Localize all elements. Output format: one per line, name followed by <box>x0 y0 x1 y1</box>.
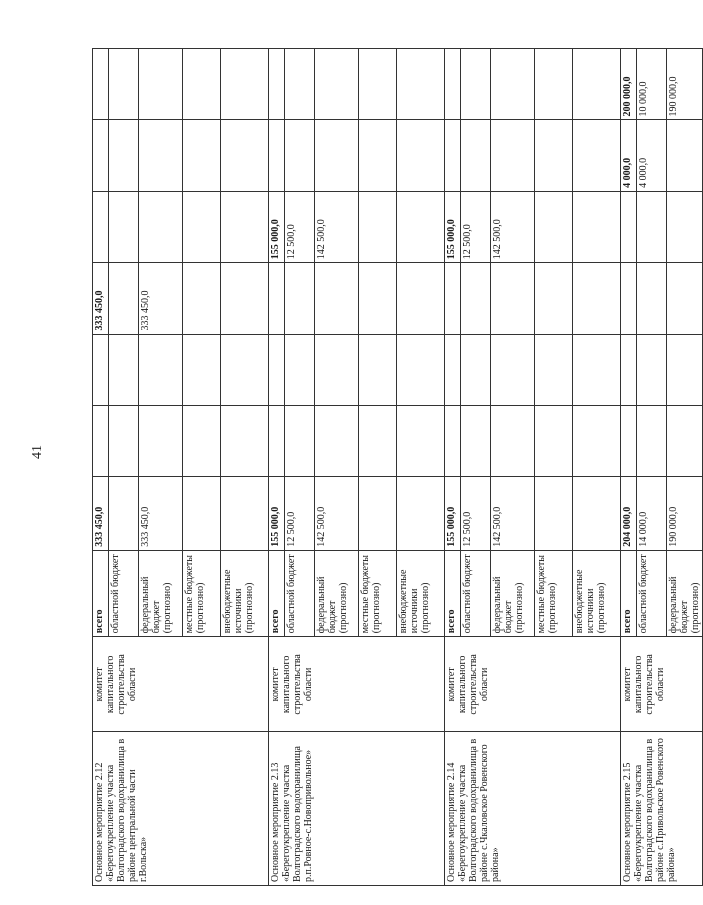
value-cell <box>359 191 397 262</box>
value-cell <box>573 49 621 120</box>
value-cell <box>535 263 573 334</box>
value-cell <box>621 263 637 334</box>
value-cell: 155 000,0 <box>269 191 285 262</box>
value-cell <box>183 477 221 551</box>
value-cell <box>359 120 397 191</box>
budget-table <box>92 48 703 886</box>
value-cell: 142 500,0 <box>315 191 359 262</box>
funding-source-cell: внебюджетные источники (прогнозно) <box>397 550 445 637</box>
value-cell <box>667 405 703 476</box>
value-cell <box>573 263 621 334</box>
funding-source-cell: всего <box>445 550 461 637</box>
value-cell <box>535 477 573 551</box>
value-cell <box>139 49 183 120</box>
activity-cell: Основное мероприятие 2.12 «Берегоукрепление участка Волгоградского водохранилища в районе центральной части г.Вольска» <box>93 732 269 886</box>
value-cell <box>183 120 221 191</box>
executor-cell: комитет капитального строительства области <box>445 637 621 732</box>
value-cell <box>93 191 109 262</box>
value-cell: 190 000,0 <box>667 49 703 120</box>
page-number: 41 <box>30 445 45 459</box>
value-cell: 333 450,0 <box>139 477 183 551</box>
value-cell <box>621 191 637 262</box>
value-cell <box>397 191 445 262</box>
value-cell <box>93 120 109 191</box>
funding-source-cell: федеральный бюджет (прогнозно) <box>667 550 703 637</box>
value-cell: 333 450,0 <box>93 477 109 551</box>
value-cell <box>667 120 703 191</box>
funding-source-cell: всего <box>93 550 109 637</box>
funding-source-cell: всего <box>621 550 637 637</box>
value-cell <box>285 405 315 476</box>
value-cell <box>109 49 139 120</box>
value-cell: 142 500,0 <box>491 191 535 262</box>
value-cell <box>315 263 359 334</box>
value-cell <box>397 334 445 405</box>
funding-source-cell: внебюджетные источники (прогнозно) <box>573 550 621 637</box>
value-cell <box>221 49 269 120</box>
funding-source-cell: федеральный бюджет (прогнозно) <box>139 550 183 637</box>
table-row <box>93 49 109 886</box>
value-cell <box>573 334 621 405</box>
value-cell <box>535 405 573 476</box>
value-cell <box>315 120 359 191</box>
funding-source-cell: федеральный бюджет (прогнозно) <box>315 550 359 637</box>
value-cell: 142 500,0 <box>491 477 535 551</box>
funding-source-cell: местные бюджеты (прогнозно) <box>535 550 573 637</box>
value-cell <box>491 49 535 120</box>
value-cell <box>359 263 397 334</box>
funding-source-cell: областной бюджет <box>461 550 491 637</box>
funding-source-cell: федеральный бюджет (прогнозно) <box>491 550 535 637</box>
value-cell <box>109 191 139 262</box>
value-cell <box>397 477 445 551</box>
value-cell: 155 000,0 <box>445 191 461 262</box>
funding-source-cell: областной бюджет <box>285 550 315 637</box>
value-cell <box>535 191 573 262</box>
value-cell <box>269 49 285 120</box>
value-cell <box>637 191 667 262</box>
value-cell <box>461 120 491 191</box>
activity-cell: Основное мероприятие 2.14 «Берегоукрепление участка Волгоградского водохранилища в районе с.Чкаловское Ровенского района» <box>445 732 621 886</box>
value-cell <box>535 120 573 191</box>
rotated-table-container <box>92 48 701 886</box>
table-row <box>621 49 637 886</box>
value-cell: 4 000,0 <box>621 120 637 191</box>
value-cell <box>183 49 221 120</box>
value-cell <box>359 49 397 120</box>
value-cell <box>183 191 221 262</box>
value-cell <box>285 49 315 120</box>
executor-cell: комитет капитального строительства области <box>269 637 445 732</box>
value-cell <box>397 120 445 191</box>
value-cell <box>269 120 285 191</box>
value-cell: 12 500,0 <box>285 477 315 551</box>
value-cell <box>445 120 461 191</box>
value-cell <box>109 405 139 476</box>
value-cell <box>667 334 703 405</box>
executor-cell: комитет капитального строительства области <box>93 637 269 732</box>
value-cell <box>315 334 359 405</box>
value-cell <box>535 49 573 120</box>
value-cell <box>221 477 269 551</box>
value-cell <box>637 334 667 405</box>
table-row <box>269 49 285 886</box>
funding-source-cell: местные бюджеты (прогнозно) <box>183 550 221 637</box>
value-cell <box>491 263 535 334</box>
value-cell <box>667 263 703 334</box>
funding-source-cell: внебюджетные источники (прогнозно) <box>221 550 269 637</box>
value-cell <box>445 49 461 120</box>
value-cell <box>445 334 461 405</box>
activity-cell: Основное мероприятие 2.13 «Берегоукрепление участка Волгоградского водохранилища р.п.Ровное-с.Новопривольное» <box>269 732 445 886</box>
value-cell <box>221 405 269 476</box>
funding-source-cell: местные бюджеты (прогнозно) <box>359 550 397 637</box>
value-cell <box>461 49 491 120</box>
value-cell: 155 000,0 <box>269 477 285 551</box>
value-cell <box>269 405 285 476</box>
value-cell <box>109 334 139 405</box>
funding-source-cell: всего <box>269 550 285 637</box>
value-cell <box>139 120 183 191</box>
value-cell <box>109 120 139 191</box>
value-cell <box>139 334 183 405</box>
value-cell <box>491 405 535 476</box>
value-cell: 333 450,0 <box>93 263 109 334</box>
value-cell <box>93 49 109 120</box>
value-cell: 200 000,0 <box>621 49 637 120</box>
executor-cell: комитет капитального строительства области <box>621 637 703 732</box>
value-cell: 142 500,0 <box>315 477 359 551</box>
value-cell <box>315 49 359 120</box>
value-cell <box>637 263 667 334</box>
value-cell <box>139 191 183 262</box>
value-cell: 12 500,0 <box>285 191 315 262</box>
value-cell <box>183 263 221 334</box>
value-cell <box>109 477 139 551</box>
funding-source-cell: областной бюджет <box>637 550 667 637</box>
value-cell <box>183 405 221 476</box>
value-cell <box>359 405 397 476</box>
value-cell <box>359 477 397 551</box>
value-cell: 204 000,0 <box>621 477 637 551</box>
value-cell <box>637 405 667 476</box>
value-cell <box>445 405 461 476</box>
budget-table-sheet <box>92 48 701 886</box>
funding-source-cell: областной бюджет <box>109 550 139 637</box>
value-cell <box>221 334 269 405</box>
value-cell <box>93 334 109 405</box>
value-cell <box>285 120 315 191</box>
value-cell <box>109 263 139 334</box>
value-cell <box>221 120 269 191</box>
value-cell: 12 500,0 <box>461 477 491 551</box>
value-cell <box>445 263 461 334</box>
value-cell <box>573 477 621 551</box>
value-cell <box>285 334 315 405</box>
value-cell <box>397 405 445 476</box>
value-cell <box>621 334 637 405</box>
value-cell: 155 000,0 <box>445 477 461 551</box>
value-cell <box>221 263 269 334</box>
value-cell <box>461 263 491 334</box>
value-cell <box>461 334 491 405</box>
value-cell <box>573 405 621 476</box>
value-cell <box>93 405 109 476</box>
value-cell <box>285 263 315 334</box>
value-cell <box>535 334 573 405</box>
value-cell <box>621 405 637 476</box>
value-cell <box>667 191 703 262</box>
value-cell <box>397 49 445 120</box>
value-cell <box>269 334 285 405</box>
activity-cell: Основное мероприятие 2.15 «Берегоукрепление участка Волгоградского водохранилища в районе с.Привольское Ровенского района» <box>621 732 703 886</box>
value-cell <box>461 405 491 476</box>
value-cell: 10 000,0 <box>637 49 667 120</box>
value-cell <box>573 120 621 191</box>
value-cell: 14 000,0 <box>637 477 667 551</box>
value-cell: 12 500,0 <box>461 191 491 262</box>
value-cell: 4 000,0 <box>637 120 667 191</box>
value-cell: 333 450,0 <box>139 263 183 334</box>
value-cell <box>573 191 621 262</box>
value-cell <box>315 405 359 476</box>
value-cell <box>269 263 285 334</box>
value-cell <box>183 334 221 405</box>
value-cell <box>359 334 397 405</box>
table-row <box>445 49 461 886</box>
value-cell <box>397 263 445 334</box>
value-cell <box>221 191 269 262</box>
value-cell <box>139 405 183 476</box>
value-cell: 190 000,0 <box>667 477 703 551</box>
value-cell <box>491 120 535 191</box>
value-cell <box>491 334 535 405</box>
